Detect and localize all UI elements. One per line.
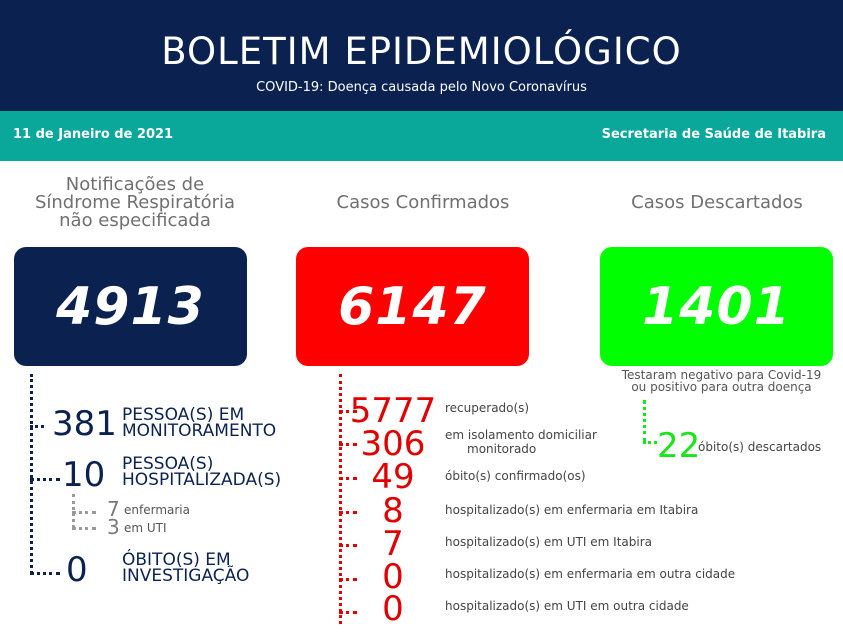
obitos-investigacao-value: 0 <box>66 550 88 590</box>
notificacoes-connector-1 <box>30 425 44 428</box>
hospitalizados-label-line-2: HOSPITALIZADA(S) <box>122 470 282 490</box>
isolamento-label-line-2: monitorado <box>467 442 537 456</box>
hospitalizados-label-line-1: PESSOA(S) <box>122 454 214 474</box>
obitos-investigacao-label-line-2: INVESTIGAÇÃO <box>122 566 250 586</box>
page-title: BOLETIM EPIDEMIOLÓGICO <box>161 30 682 73</box>
uti-outra-cidade-value: 0 <box>382 589 404 629</box>
monitoramento-label <box>122 407 276 439</box>
confirmados-total-card <box>296 247 529 366</box>
confirmados-heading: Casos Confirmados <box>336 192 510 213</box>
obitos-confirmados-label: óbito(s) confirmado(os) <box>445 469 586 483</box>
obitos-descartados-label: óbito(s) descartados <box>698 440 822 454</box>
uti-outra-cidade-label: hospitalizado(s) em UTI em outra cidade <box>445 599 689 613</box>
descartados-total: 1401 <box>642 276 791 337</box>
confirmados-total: 6147 <box>338 276 487 337</box>
monitoramento-label-line-2: MONITORAMENTO <box>122 421 277 441</box>
monitoramento-value: 381 <box>52 404 117 444</box>
descartados-heading: Casos Descartados <box>631 192 803 213</box>
descartados-total-card <box>600 247 833 366</box>
descartados-note <box>600 369 843 393</box>
enfermaria-value: 7 <box>107 497 120 521</box>
isolamento-label-line-1: em isolamento domiciliar <box>445 428 597 442</box>
descartados-connector-vertical <box>643 400 646 442</box>
notificacoes-total-card <box>14 247 247 366</box>
obitos-investigacao-label-line-1: ÓBITO(S) EM <box>122 550 231 570</box>
descartados-note-line-2: ou positivo para outra doença <box>631 380 812 394</box>
hospitalizados-label <box>122 456 281 488</box>
recuperados-label: recuperado(s) <box>445 401 530 415</box>
enfermaria-itabira-value: 8 <box>382 491 404 531</box>
descartados-note-line-1: Testaram negativo para Covid-19 <box>621 368 822 382</box>
uti-label: em UTI <box>124 521 167 535</box>
notificacoes-heading-line-3: não especificada <box>59 210 211 231</box>
recuperados-value: 5777 <box>349 391 437 431</box>
hospitalizados-sub-connector-1 <box>72 511 96 514</box>
monitoramento-label-line-1: PESSOA(S) EM <box>122 405 245 425</box>
department-name: Secretaria de Saúde de Itabira <box>601 127 826 142</box>
enfermaria-outra-cidade-value: 0 <box>382 557 404 597</box>
report-date: 11 de Janeiro de 2021 <box>13 127 174 142</box>
hospitalizados-value: 10 <box>62 455 106 495</box>
isolamento-label <box>445 428 597 456</box>
notificacoes-connector-vertical <box>30 374 33 574</box>
isolamento-value: 306 <box>360 424 426 464</box>
uti-itabira-value: 7 <box>382 524 404 564</box>
notificacoes-connector-3 <box>30 572 60 575</box>
notificacoes-heading <box>10 176 260 230</box>
notificacoes-heading-line-2: Síndrome Respiratória <box>34 192 236 213</box>
hospitalizados-sub-connector-2 <box>72 527 96 530</box>
obitos-investigacao-label <box>122 552 249 584</box>
notificacoes-heading-line-1: Notificações de <box>65 174 205 195</box>
uti-value: 3 <box>107 515 120 539</box>
enfermaria-label: enfermaria <box>124 503 190 517</box>
descartados-connector-1 <box>643 441 657 444</box>
notificacoes-connector-2 <box>30 478 60 481</box>
notificacoes-total: 4913 <box>56 276 205 337</box>
page-subtitle: COVID-19: Doença causada pelo Novo Coronavírus <box>256 80 587 95</box>
enfermaria-outra-cidade-label: hospitalizado(s) em enfermaria em outra cidade <box>445 567 736 581</box>
obitos-confirmados-value: 49 <box>371 457 415 497</box>
obitos-descartados-value: 22 <box>657 426 701 466</box>
enfermaria-itabira-label: hospitalizado(s) em enfermaria em Itabira <box>445 503 699 517</box>
uti-itabira-label: hospitalizado(s) em UTI em Itabira <box>445 535 652 549</box>
